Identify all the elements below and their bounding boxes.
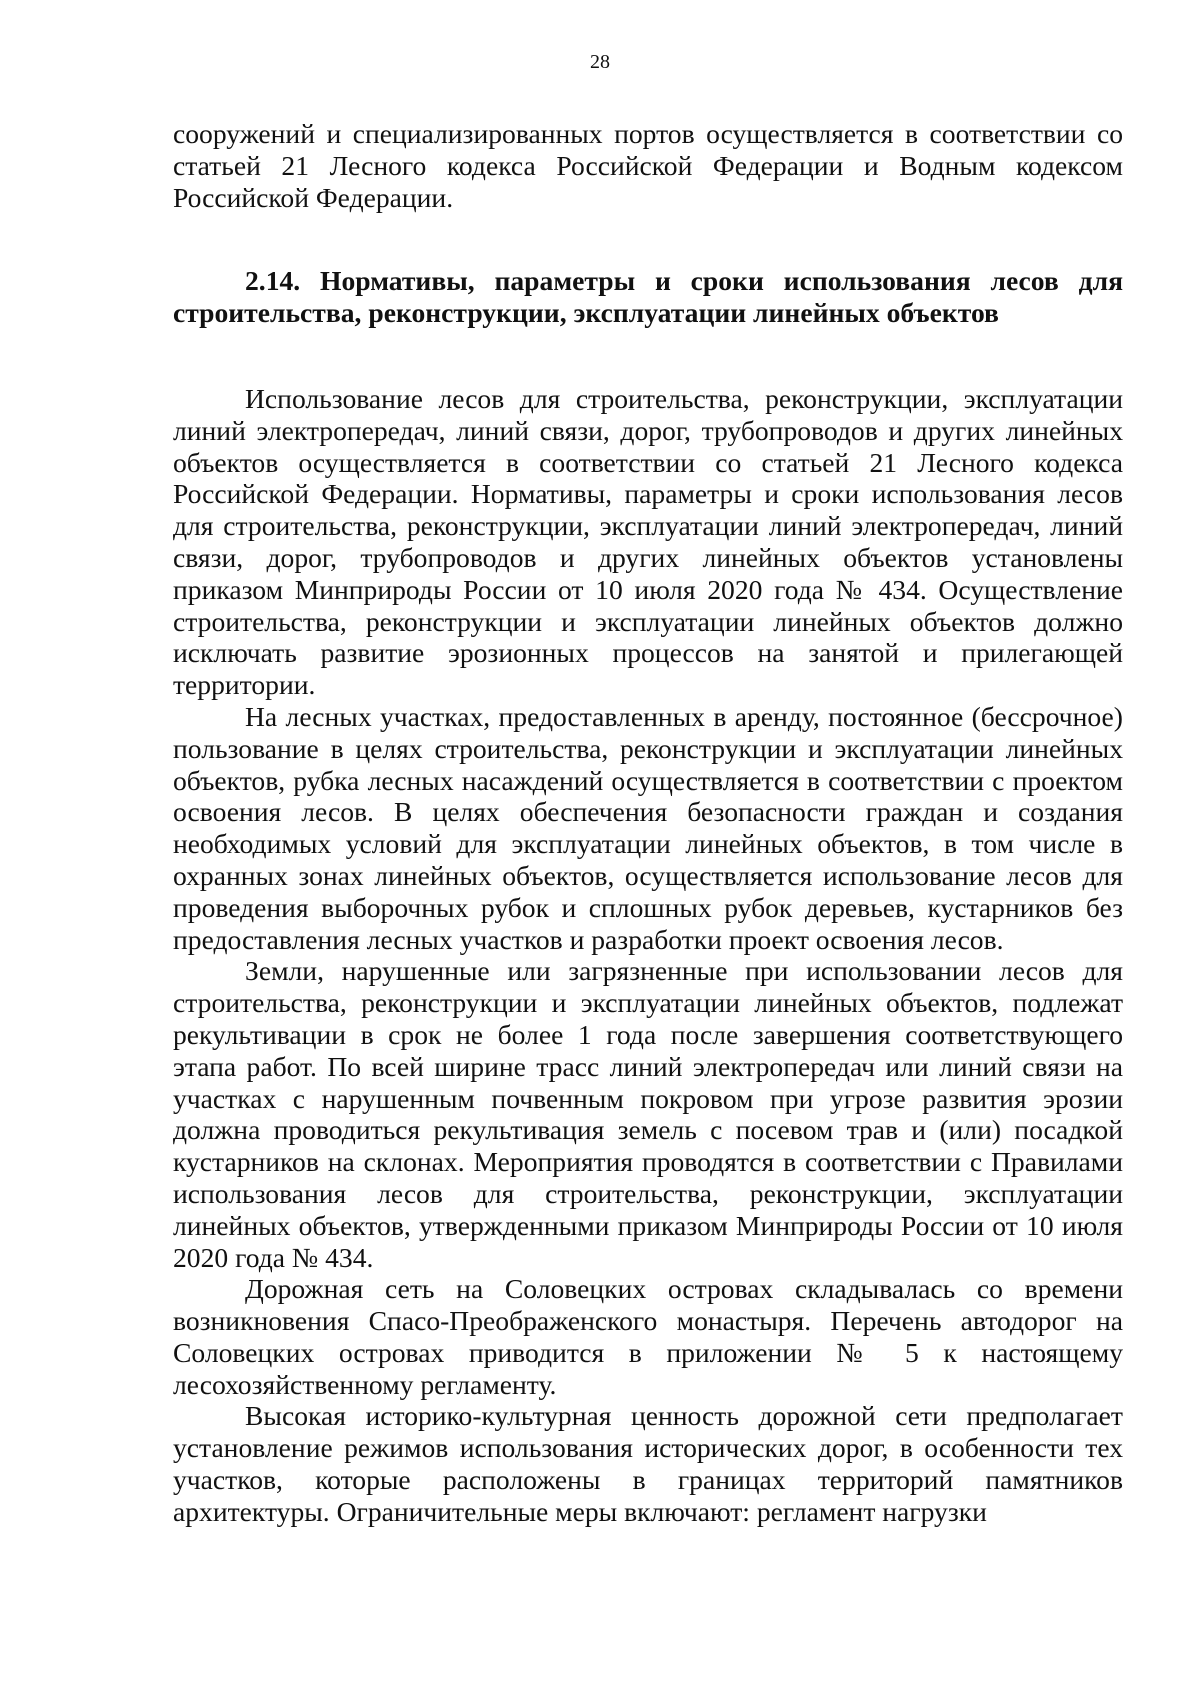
page-content — [173, 118, 1123, 1528]
paragraph: Земли, нарушенные или загрязненные при использовании лесов для строительства, реконструкции и эксплуатации линейных объектов, подлежат рекультивации в срок не более 1 года после завершения соответствующего этапа работ. По всей ширине трасс линий электропередач или линий связи на участках с нарушенным почвенным покровом при угрозе развития эрозии должна проводиться рекультивация земель с посевом трав и (или) посадкой кустарников на склонах. Мероприятия проводятся в соответствии с Правилами использования лесов для строительства, реконструкции, эксплуатации линейных объектов, утвержденными приказом Минприроды России от 10 июля 2020 года № 434. — [173, 955, 1123, 1273]
page-number: 28 — [590, 51, 610, 73]
paragraph: Использование лесов для строительства, реконструкции, эксплуатации линий электропередач, линий связи, дорог, трубопроводов и других линейных объектов осуществляется в соответствии со статьей 21 Лесного кодекса Российской Федерации. Нормативы, параметры и сроки использования лесов для строительства, реконструкции, эксплуатации линий электропередач, линий связи, дорог, трубопроводов и других линейных объектов установлены приказом Минприроды России от 10 июля 2020 года № 434. Осуществление строительства, реконструкции и эксплуатации линейных объектов должно исключать развитие эрозионных процессов на занятой и прилегающей территории. — [173, 382, 1123, 701]
paragraph: Дорожная сеть на Соловецких островах складывалась со времени возникновения Спасо-Преображенского монастыря. Перечень автодорог на Соловецких островах приводится в приложении № 5 к настоящему лесохозяйственному регламенту. — [173, 1273, 1123, 1400]
paragraph-continued: сооружений и специализированных портов осуществляется в соответствии со статьей 21 Лесного кодекса Российской Федерации и Водным кодексом Российской Федерации. — [173, 118, 1123, 213]
paragraph: На лесных участках, предоставленных в аренду, постоянное (бессрочное) пользование в целях строительства, реконструкции и эксплуатации линейных объектов, рубка лесных насаждений осуществляется в соответствии с проектом освоения лесов. В целях обеспечения безопасности граждан и создания необходимых условий для эксплуатации линейных объектов, в том числе в охранных зонах линейных объектов, осуществляется использование лесов для проведения выборочных рубок и сплошных рубок деревьев, кустарников без предоставления лесных участков и разработки проект освоения лесов. — [173, 700, 1123, 955]
paragraph: Высокая историко-культурная ценность дорожной сети предполагает установление режимов использования исторических дорог, в особенности тех участков, которые расположены в границах территорий памятников архитектуры. Ограничительные меры включают: регламент нагрузки — [173, 1400, 1123, 1527]
section-heading: 2.14. Нормативы, параметры и сроки использования лесов для строительства, реконструкции, эксплуатации линейных объектов — [173, 265, 1123, 329]
